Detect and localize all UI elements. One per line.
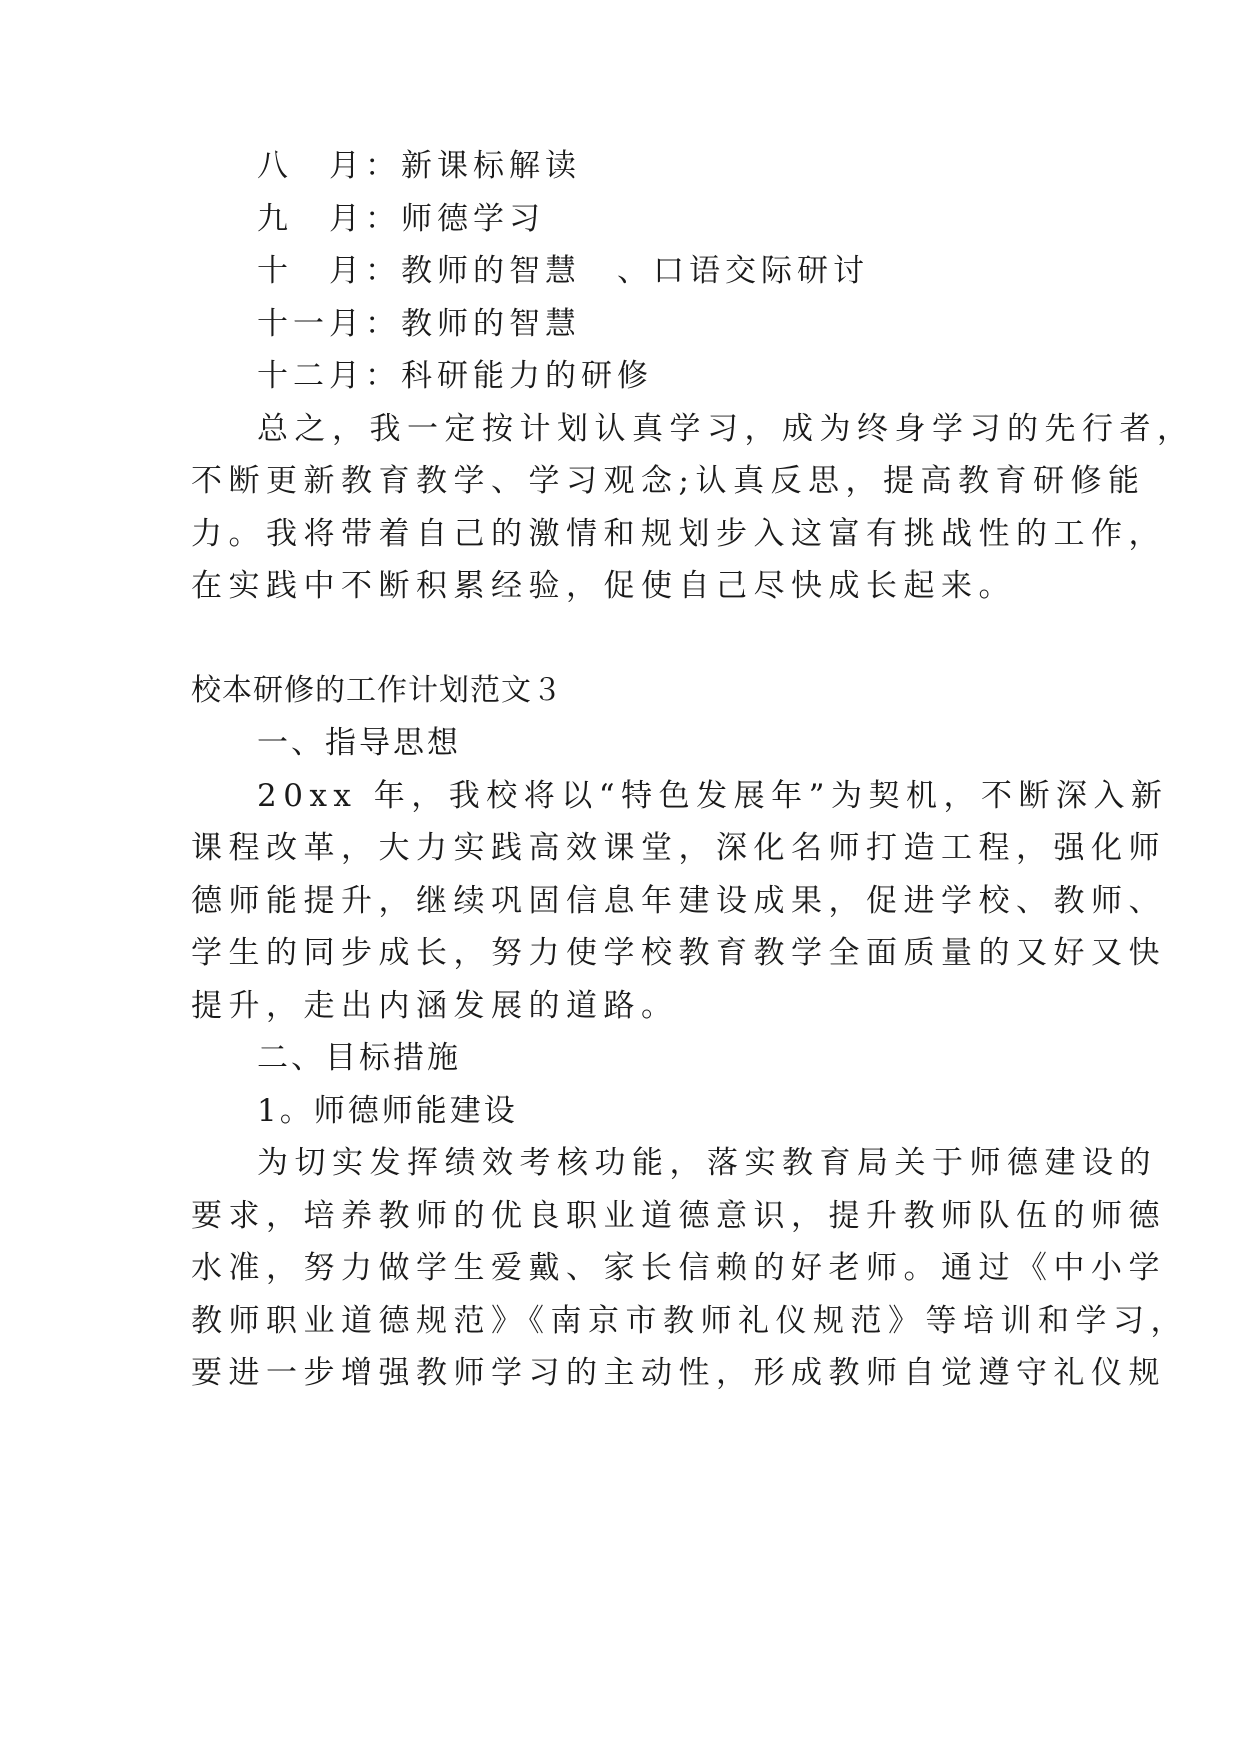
paragraph-line: 教师职业道德规范》《南京市教师礼仪规范》等培训和学习， <box>191 1303 1188 1339</box>
subheading-ethics: 1。师德师能建设 <box>257 1093 518 1129</box>
heading-guiding-ideology: 一、指导思想 <box>257 725 461 761</box>
schedule-line-october: 十 月：教师的智慧 、口语交际研讨 <box>257 253 869 289</box>
paragraph-line: 课程改革，大力实践高效课堂，深化名师打造工程，强化师 <box>191 830 1166 866</box>
schedule-line-november: 十一月：教师的智慧 <box>257 306 581 342</box>
schedule-line-december: 十二月：科研能力的研修 <box>257 358 653 394</box>
schedule-line-august: 八 月：新课标解读 <box>257 148 581 184</box>
section-title: 校本研修的工作计划范文３ <box>191 673 563 708</box>
paragraph-line: 提升，走出内涵发展的道路。 <box>191 988 679 1024</box>
paragraph-line: 要求，培养教师的优良职业道德意识，提升教师队伍的师德 <box>191 1198 1166 1234</box>
paragraph-line: 学生的同步成长，努力使学校教育教学全面质量的又好又快 <box>191 935 1166 971</box>
heading-goals-measures: 二、目标措施 <box>257 1040 461 1076</box>
paragraph-line: 德师能提升，继续巩固信息年建设成果，促进学校、教师、 <box>191 883 1166 919</box>
paragraph-line: 20xx 年，我校将以“特色发展年”为契机，不断深入新 <box>257 778 1169 814</box>
summary-line: 总之，我一定按计划认真学习，成为终身学习的先行者， <box>257 411 1195 447</box>
paragraph-line: 要进一步增强教师学习的主动性，形成教师自觉遵守礼仪规 <box>191 1355 1166 1391</box>
summary-line: 在实践中不断积累经验，促使自己尽快成长起来。 <box>191 568 1016 604</box>
paragraph-line: 水准，努力做学生爱戴、家长信赖的好老师。通过《中小学 <box>191 1250 1166 1286</box>
paragraph-line: 为切实发挥绩效考核功能，落实教育局关于师德建设的 <box>257 1145 1157 1181</box>
schedule-line-september: 九 月：师德学习 <box>257 201 545 237</box>
summary-line: 不断更新教育教学、学习观念;认真反思，提高教育研修能 <box>191 463 1146 499</box>
summary-line: 力。我将带着自己的激情和规划步入这富有挑战性的工作， <box>191 516 1166 552</box>
